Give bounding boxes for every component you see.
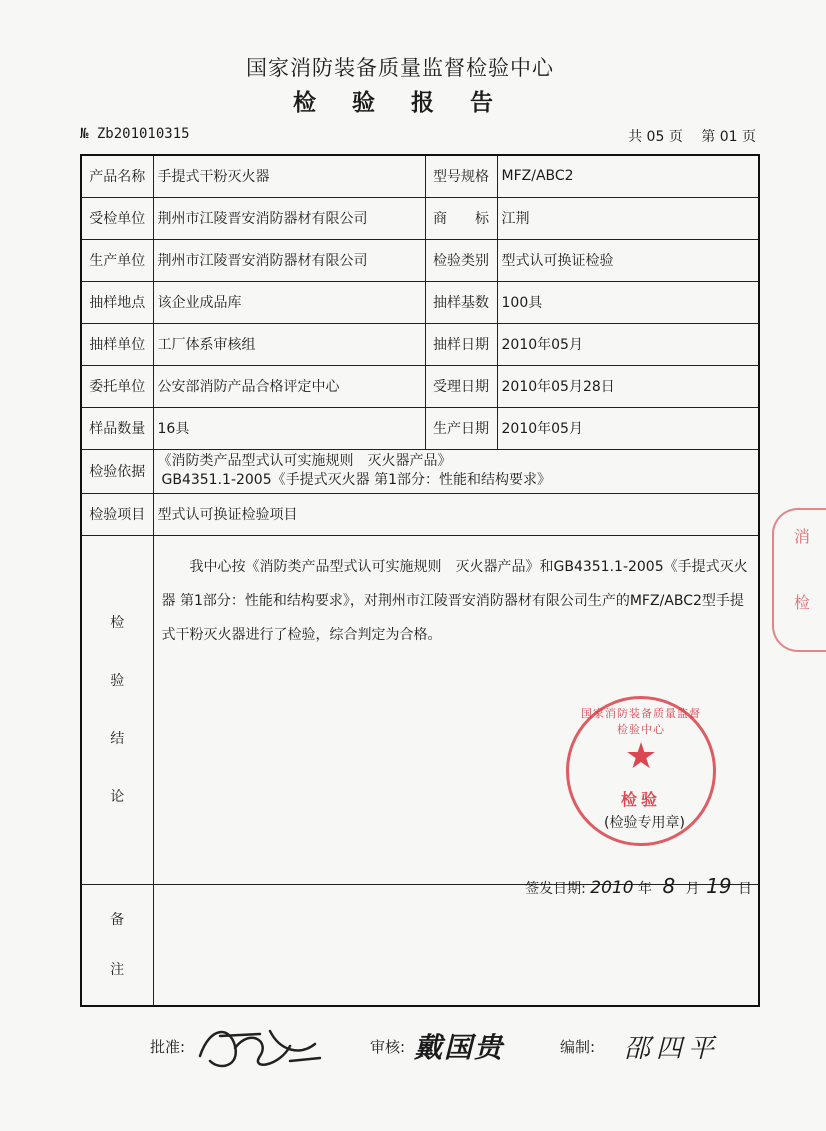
issue-label: 签发日期: xyxy=(525,880,586,897)
issue-date xyxy=(525,874,752,898)
issue-day-unit: 日 xyxy=(738,880,752,897)
field-value: 该企业成品库 xyxy=(153,281,425,323)
issue-year-unit: 年 xyxy=(638,880,652,897)
issue-year: 2010 xyxy=(590,877,634,898)
field-value: MFZ/ABC2 xyxy=(497,155,759,197)
issue-month-unit: 月 xyxy=(685,880,700,897)
star-icon: ★ xyxy=(624,736,658,777)
issue-day: 19 xyxy=(706,873,732,898)
basis-line: 《消防类产品型式认可实施规则 灭火器产品》 xyxy=(157,453,452,469)
compile-label: 编制: xyxy=(560,1038,596,1056)
field-value: 2010年05月28日 xyxy=(497,365,759,407)
page-number: 第 01 页 xyxy=(701,129,756,145)
review-label: 审核: xyxy=(370,1038,406,1056)
field-label: 抽样地点 xyxy=(81,281,153,323)
basis-value xyxy=(153,449,759,493)
table-row xyxy=(81,239,759,281)
field-label: 产品名称 xyxy=(81,155,153,197)
label-char: 注 xyxy=(110,961,125,978)
field-value: 荆州市江陵晋安消防器材有限公司 xyxy=(153,239,425,281)
edge-seal-fragment: 消 检 xyxy=(772,508,826,652)
report-title: 检 验 报 告 xyxy=(292,90,508,116)
report-table xyxy=(80,154,760,1007)
remarks-row xyxy=(81,884,759,1006)
field-value: 型式认可换证检验 xyxy=(497,239,759,281)
field-value: 2010年05月 xyxy=(497,323,759,365)
review-signature: 戴国贵 xyxy=(414,1031,505,1064)
label-char: 备 xyxy=(110,911,125,928)
seal-center-text: 检验 xyxy=(620,790,661,809)
approve-signature xyxy=(190,1016,330,1076)
field-label: 商 标 xyxy=(425,197,497,239)
field-value: 江荆 xyxy=(497,197,759,239)
field-value: 工厂体系审核组 xyxy=(153,323,425,365)
conclusion-label xyxy=(81,535,153,884)
basis-row xyxy=(81,449,759,493)
basis-line: GB4351.1-2005《手提式灭火器 第1部分：性能和结构要求》 xyxy=(161,472,551,488)
remarks-label xyxy=(81,884,153,1006)
items-row xyxy=(81,493,759,535)
table-row xyxy=(81,155,759,197)
items-label: 检验项目 xyxy=(81,493,153,535)
field-label: 抽样日期 xyxy=(425,323,497,365)
field-label: 生产单位 xyxy=(81,239,153,281)
basis-label: 检验依据 xyxy=(81,449,153,493)
approve-label: 批准: xyxy=(150,1038,186,1056)
report-number: № Zb201010315 xyxy=(80,126,190,142)
field-value: 手提式干粉灭火器 xyxy=(153,155,425,197)
field-value: 公安部消防产品合格评定中心 xyxy=(153,365,425,407)
label-char: 论 xyxy=(110,788,125,805)
table-row xyxy=(81,323,759,365)
field-label: 受理日期 xyxy=(425,365,497,407)
field-label: 型号规格 xyxy=(425,155,497,197)
field-label: 委托单位 xyxy=(81,365,153,407)
table-row xyxy=(81,365,759,407)
signature-row xyxy=(0,1028,800,1088)
field-label: 抽样基数 xyxy=(425,281,497,323)
label-char: 结 xyxy=(110,730,125,747)
label-char: 验 xyxy=(110,672,125,689)
conclusion-text: 我中心按《消防类产品型式认可实施规则 灭火器产品》和GB4351.1-2005《手提式灭火器 第1部分：性能和结构要求》，对荆州市江陵晋安消防器材有限公司生产的MFZ/ABC2型手提式干粉灭火器进行了检验，综合判定为合格。 xyxy=(161,558,748,643)
remarks-value xyxy=(153,884,759,1006)
table-row xyxy=(81,407,759,449)
total-pages: 共 05 页 xyxy=(628,129,683,145)
table-row xyxy=(81,281,759,323)
items-value: 型式认可换证检验项目 xyxy=(153,493,759,535)
seal-ring-text: 国家消防装备质量监督检验中心 xyxy=(581,707,701,736)
field-label: 生产日期 xyxy=(425,407,497,449)
issue-month: 8 xyxy=(662,873,676,898)
field-label: 受检单位 xyxy=(81,197,153,239)
org-name: 国家消防装备质量监督检验中心 xyxy=(246,56,554,80)
field-label: 抽样单位 xyxy=(81,323,153,365)
seal-caption: (检验专用章) xyxy=(604,815,685,831)
label-char: 检 xyxy=(110,614,125,631)
field-value: 荆州市江陵晋安消防器材有限公司 xyxy=(153,197,425,239)
field-value: 16具 xyxy=(153,407,425,449)
field-value: 2010年05月 xyxy=(497,407,759,449)
compile-signature: 邵四平 xyxy=(624,1034,721,1064)
field-value: 100具 xyxy=(497,281,759,323)
field-label: 检验类别 xyxy=(425,239,497,281)
field-label: 样品数量 xyxy=(81,407,153,449)
table-row xyxy=(81,197,759,239)
page-info xyxy=(614,126,756,146)
